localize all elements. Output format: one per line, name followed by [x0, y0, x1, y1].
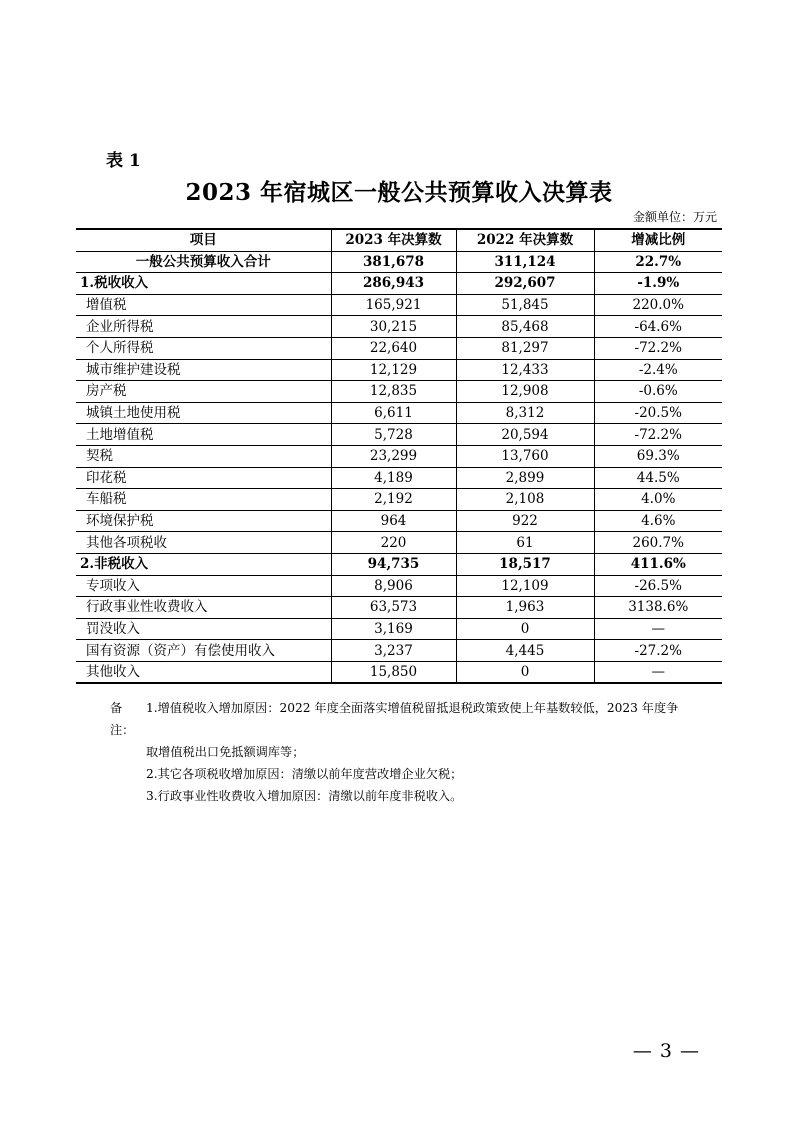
cell-item: 房产税 — [76, 381, 331, 403]
note-1 — [110, 697, 720, 741]
unit-label: 金额单位：万元 — [632, 210, 717, 224]
table-label: 表 1 — [106, 151, 141, 171]
cell-2022: 8,312 — [456, 402, 594, 424]
table-row-tax — [76, 273, 722, 295]
cell-2023: 220 — [331, 532, 456, 554]
cell-item: 增值税 — [76, 294, 331, 316]
page-number: — 3 — — [632, 1040, 700, 1062]
cell-change: 69.3% — [594, 445, 722, 467]
table-row — [76, 532, 722, 554]
table-row — [76, 661, 722, 683]
header-2022: 2022 年决算数 — [456, 229, 594, 251]
note-1-line-1: 1.增值税收入增加原因：2022 年度全面落实增值税留抵退税政策致使上年基数较低，2023 年度争 — [146, 701, 679, 715]
cell-2022: 20,594 — [456, 424, 594, 446]
cell-2023: 12,129 — [331, 359, 456, 381]
table-row — [76, 381, 722, 403]
table-row — [76, 640, 722, 662]
table-row — [76, 597, 722, 619]
cell-change: 3138.6% — [594, 597, 722, 619]
cell-2023: 4,189 — [331, 467, 456, 489]
cell-2023: 3,237 — [331, 640, 456, 662]
table-row — [76, 510, 722, 532]
cell-change: 44.5% — [594, 467, 722, 489]
cell-item: 1.税收收入 — [76, 273, 331, 295]
cell-2023: 286,943 — [331, 273, 456, 295]
cell-2022: 18,517 — [456, 553, 594, 575]
cell-item: 2.非税收入 — [76, 553, 331, 575]
cell-item: 车船税 — [76, 489, 331, 511]
cell-2022: 51,845 — [456, 294, 594, 316]
cell-change: — — [594, 661, 722, 683]
table-row — [76, 337, 722, 359]
notes-lead: 备注： — [110, 701, 135, 737]
cell-change: -2.4% — [594, 359, 722, 381]
cell-2022: 61 — [456, 532, 594, 554]
cell-2022: 292,607 — [456, 273, 594, 295]
cell-2022: 12,433 — [456, 359, 594, 381]
cell-change: -64.6% — [594, 316, 722, 338]
budget-table — [76, 228, 722, 684]
cell-2022: 12,109 — [456, 575, 594, 597]
cell-2022: 85,468 — [456, 316, 594, 338]
header-change: 增减比例 — [594, 229, 722, 251]
cell-item: 行政事业性收费收入 — [76, 597, 331, 619]
cell-change: -20.5% — [594, 402, 722, 424]
table-row — [76, 316, 722, 338]
cell-2023: 30,215 — [331, 316, 456, 338]
cell-2022: 1,963 — [456, 597, 594, 619]
cell-item: 企业所得税 — [76, 316, 331, 338]
cell-2023: 6,611 — [331, 402, 456, 424]
cell-2023: 8,906 — [331, 575, 456, 597]
cell-item: 城镇土地使用税 — [76, 402, 331, 424]
cell-change: 220.0% — [594, 294, 722, 316]
table-row — [76, 424, 722, 446]
cell-2022: 311,124 — [456, 251, 594, 273]
notes — [110, 697, 720, 807]
table-row — [76, 467, 722, 489]
cell-2022: 13,760 — [456, 445, 594, 467]
table-header-row — [76, 229, 722, 251]
page-title: 2023 年宿城区一般公共预算收入决算表 — [185, 179, 613, 206]
cell-change: -26.5% — [594, 575, 722, 597]
cell-2022: 0 — [456, 618, 594, 640]
cell-item: 个人所得税 — [76, 337, 331, 359]
cell-item: 专项收入 — [76, 575, 331, 597]
cell-2022: 12,908 — [456, 381, 594, 403]
cell-2023: 15,850 — [331, 661, 456, 683]
cell-2023: 165,921 — [331, 294, 456, 316]
table-row — [76, 359, 722, 381]
cell-change: -72.2% — [594, 337, 722, 359]
cell-change: — — [594, 618, 722, 640]
note-2: 2.其它各项税收增加原因：清缴以前年度营改增企业欠税； — [146, 767, 463, 781]
note-3: 3.行政事业性收费收入增加原因：清缴以前年度非税收入。 — [146, 789, 463, 803]
table-row — [76, 575, 722, 597]
cell-2022: 2,899 — [456, 467, 594, 489]
cell-item: 罚没收入 — [76, 618, 331, 640]
cell-2022: 81,297 — [456, 337, 594, 359]
cell-2023: 5,728 — [331, 424, 456, 446]
cell-2023: 63,573 — [331, 597, 456, 619]
cell-item: 城市维护建设税 — [76, 359, 331, 381]
cell-change: -0.6% — [594, 381, 722, 403]
cell-item: 契税 — [76, 445, 331, 467]
cell-2023: 964 — [331, 510, 456, 532]
table-row — [76, 618, 722, 640]
cell-change: -72.2% — [594, 424, 722, 446]
cell-item: 印花税 — [76, 467, 331, 489]
note-1-line-2: 取增值税出口免抵额调库等； — [146, 745, 305, 759]
cell-item: 一般公共预算收入合计 — [76, 251, 331, 273]
cell-2022: 0 — [456, 661, 594, 683]
cell-item: 土地增值税 — [76, 424, 331, 446]
table-row-nontax — [76, 553, 722, 575]
cell-change: 260.7% — [594, 532, 722, 554]
table-row — [76, 294, 722, 316]
table-row — [76, 489, 722, 511]
cell-change: -1.9% — [594, 273, 722, 295]
header-item: 项目 — [76, 229, 331, 251]
cell-item: 环境保护税 — [76, 510, 331, 532]
cell-2022: 2,108 — [456, 489, 594, 511]
cell-change: 22.7% — [594, 251, 722, 273]
cell-change: 411.6% — [594, 553, 722, 575]
cell-2022: 922 — [456, 510, 594, 532]
cell-2023: 381,678 — [331, 251, 456, 273]
cell-2023: 22,640 — [331, 337, 456, 359]
cell-item: 其他各项税收 — [76, 532, 331, 554]
cell-2023: 12,835 — [331, 381, 456, 403]
cell-item: 国有资源（资产）有偿使用收入 — [76, 640, 331, 662]
table-row — [76, 445, 722, 467]
cell-2023: 3,169 — [331, 618, 456, 640]
cell-change: 4.6% — [594, 510, 722, 532]
table-row-total — [76, 251, 722, 273]
cell-item: 其他收入 — [76, 661, 331, 683]
cell-change: 4.0% — [594, 489, 722, 511]
table-row — [76, 402, 722, 424]
header-2023: 2023 年决算数 — [331, 229, 456, 251]
cell-2023: 2,192 — [331, 489, 456, 511]
cell-2023: 94,735 — [331, 553, 456, 575]
cell-change: -27.2% — [594, 640, 722, 662]
cell-2022: 4,445 — [456, 640, 594, 662]
cell-2023: 23,299 — [331, 445, 456, 467]
